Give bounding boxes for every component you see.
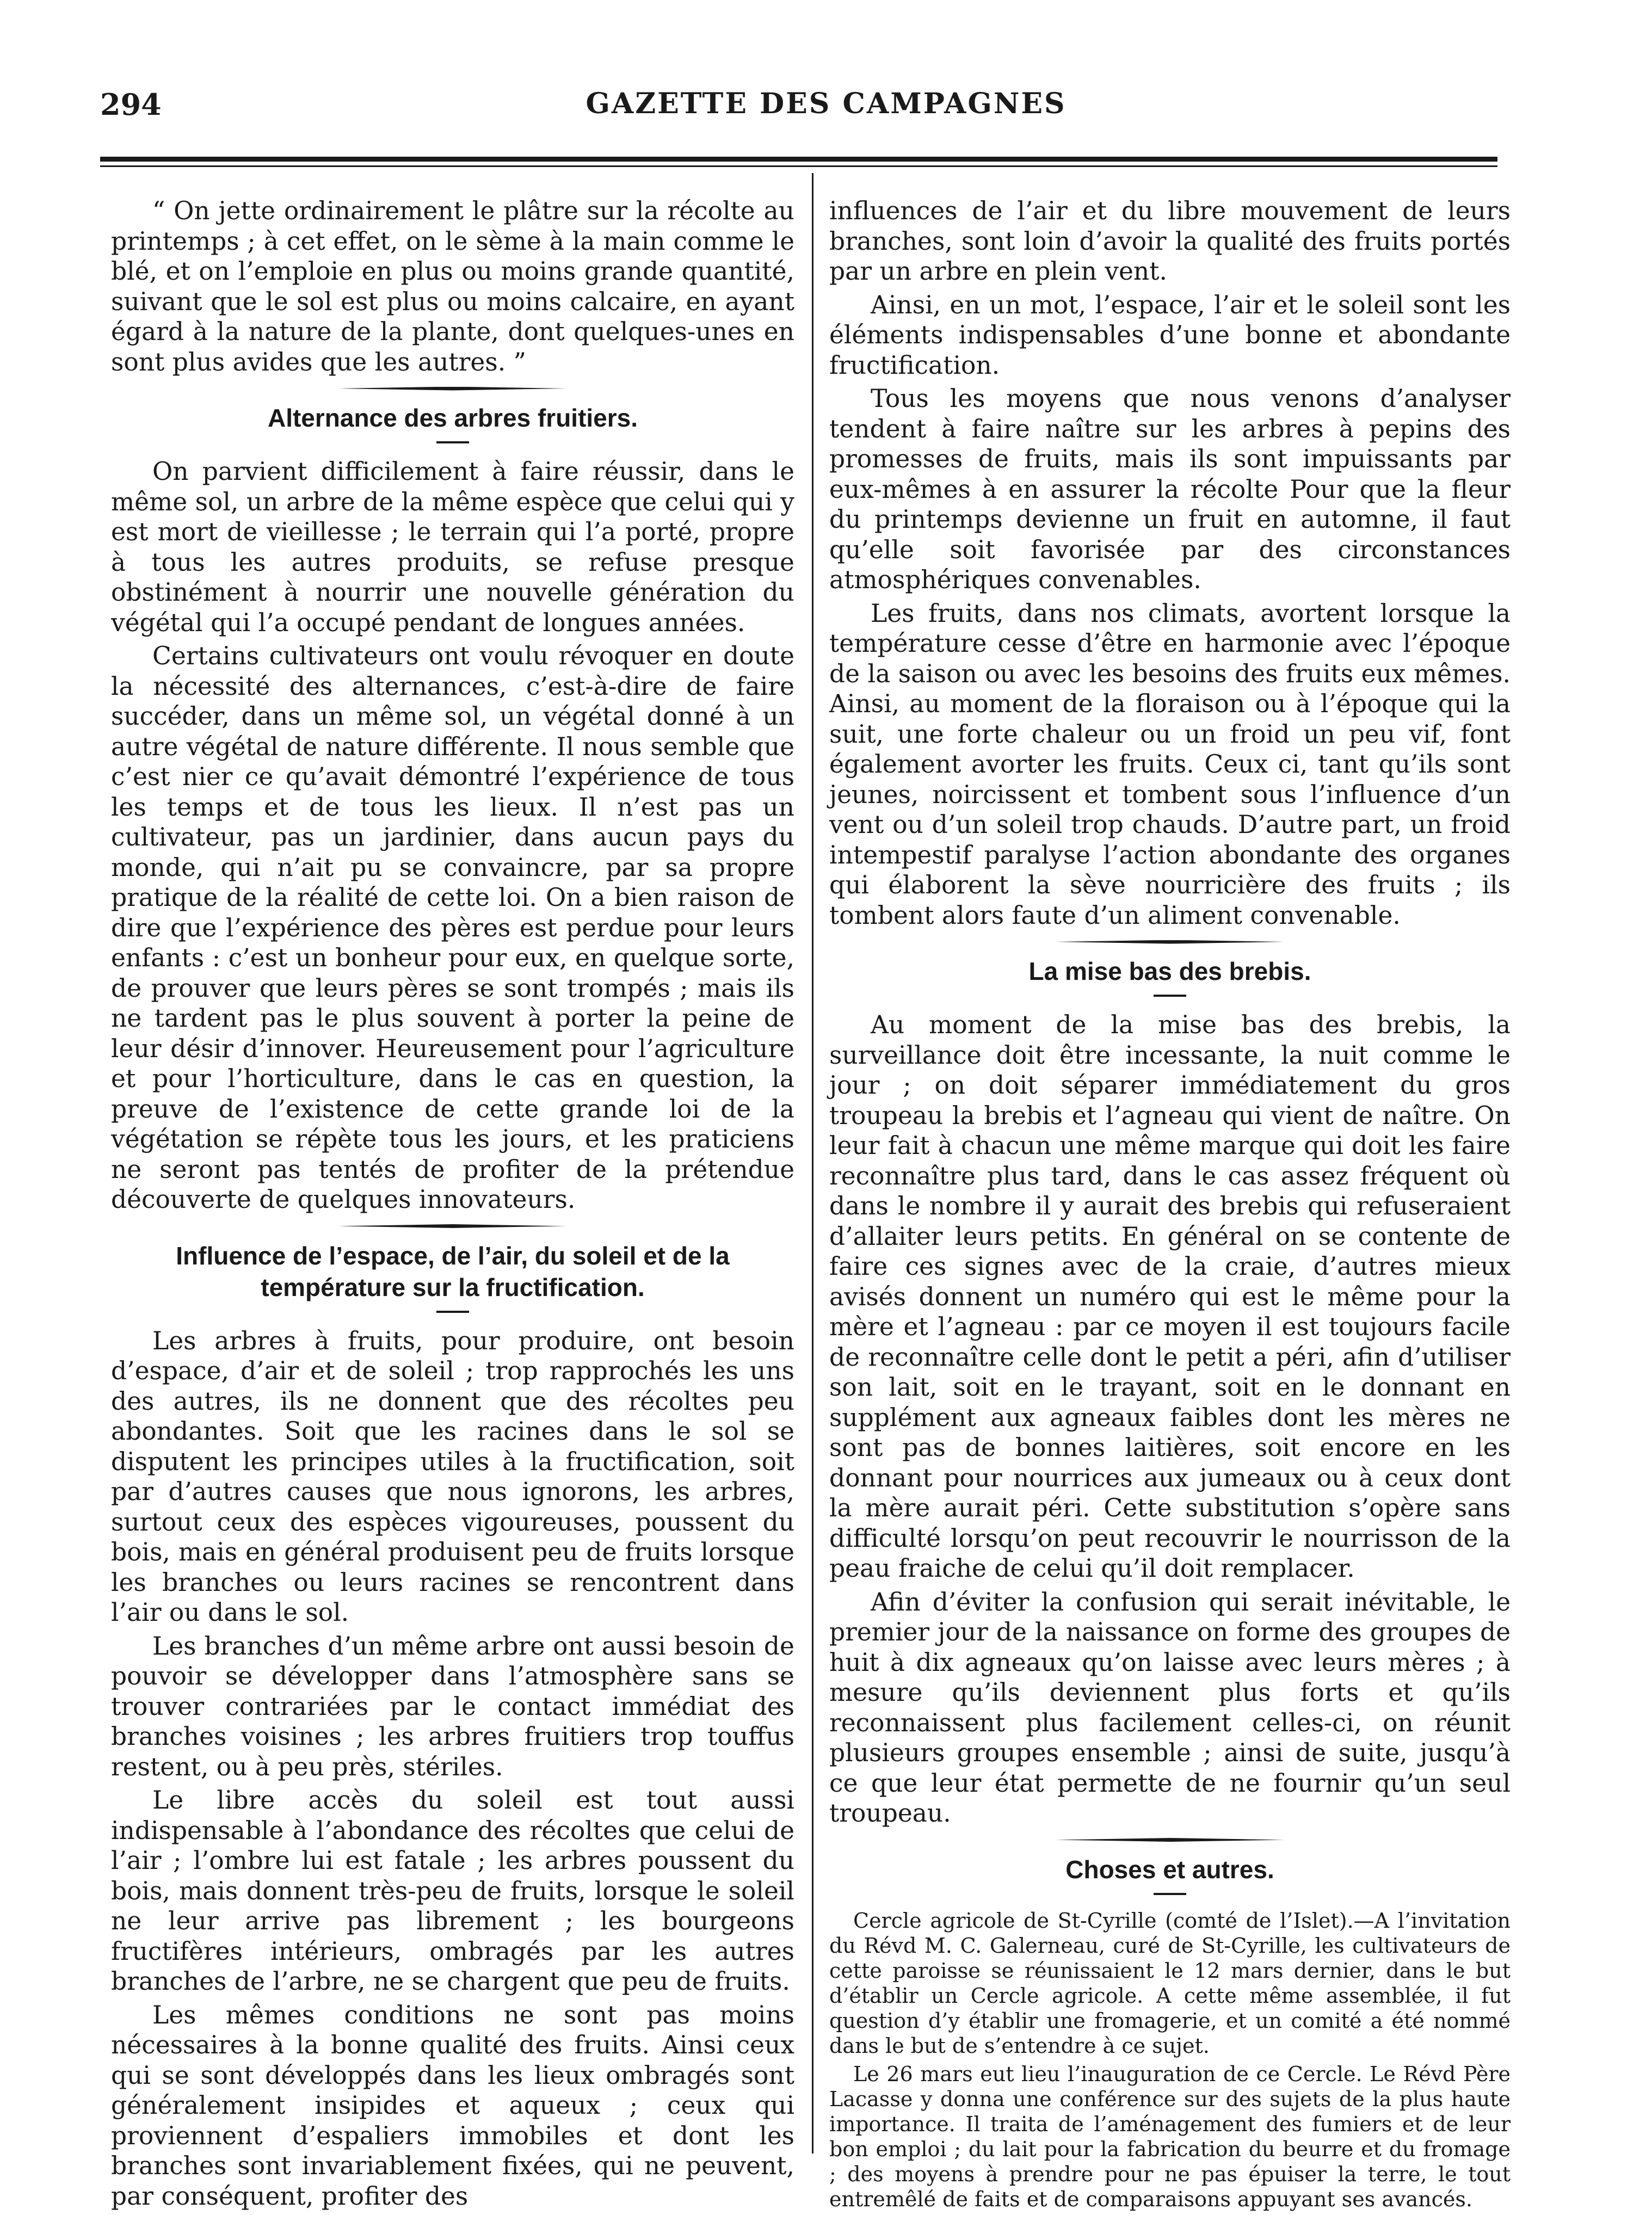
paragraph: Les branches d’un même arbre ont aussi besoin de pouvoir se développer dans l’atmosphère sans se trouver contrariées par le contact immédiat des branches voisines ; les arbres fruitiers trop touffus restent, ou à peu près, stériles. — [111, 1631, 794, 1781]
section-heading: La mise bas des brebis. — [1028, 957, 1311, 985]
paragraph: Au moment de la mise bas des brebis, la surveillance doit être incessante, la nuit comme le jour ; on doit séparer immédiatement du gros troupeau la brebis et l’agneau qui vient de naître. On leur fait à chacun une même marque qui doit les faire reconnaître plus tard, dans le cas assez fréquent où dans le nombre il y aurait des brebis qui refuseraient d’allaiter leurs petits. En général on se contente de faire ces signes avec de la craie, d’autres mieux avisés donnent un numéro qui est le même pour la mère et l’agneau : par ce moyen il est toujours facile de reconnaître celle dont le petit a péri, afin d’utiliser son lait, soit en le trayant, soit en le donnant en supplément aux agneaux faibles dont les mères ne sont pas de bonnes laitières, soit encore en les donnant pour nourrices aux jumeaux ou à ceux dont la mère aurait péri. Cette substitution s’opère sans difficulté lorsqu’on peut recouvrir le nourrisson de la peau fraiche de celui qu’il doit remplacer. — [829, 1010, 1511, 1583]
paragraph: Ainsi, en un mot, l’espace, l’air et le soleil sont les éléments indispensables d’une bonne et abondante fructification. — [829, 290, 1511, 380]
section-heading: Influence de l’espace, de l’air, du soleil et de la température sur la fructification. — [176, 1241, 730, 1301]
section-ornament — [111, 1218, 794, 1235]
paragraph: Les mêmes conditions ne sont pas moins nécessaires à la bonne qualité des fruits. Ainsi ceux qui se sont développés dans les lieux ombragés sont généralement insipides et aqueux ; ceux qui proviennent d’espaliers immobiles et dont les branches sont invariablement fixées, qui ne peuvent, par conséquent, profiter des — [111, 2000, 794, 2211]
paragraph: On parvient difficilement à faire réussir, dans le même sol, un arbre de la même espèce que celui qui y est mort de vieillesse ; le terrain qui l’a porté, propre à tous les autres produits, se refuse presque obstinément à nourrir une nouvelle génération du végétal qui l’a occupé pendant de longues années. — [111, 457, 794, 637]
heading-dash — [1154, 1893, 1186, 1895]
column-divider — [812, 173, 813, 2154]
header-rule — [100, 157, 1497, 162]
page-number: 294 — [100, 87, 162, 122]
header-rule-thin — [100, 165, 1497, 167]
news-paragraph: Le 26 mars eut lieu l’inauguration de ce Cercle. Le Révd Père Lacasse y donna une conférence sur des sujets de la plus haute importance. Il traita de l’aménagement des fumiers et de leur bon emploi ; du lait pour la fabrication du beurre et du fromage ; des moyens à prendre pour ne pas épuiser la terre, le tout entremêlé de faits et de comparaisons appuyant ses avancés. — [829, 2062, 1511, 2211]
paragraph: Les arbres à fruits, pour produire, ont besoin d’espace, d’air et de soleil ; trop rapprochés les uns des autres, ils ne donnent que des récoltes peu abondantes. Soit que les racines dans le sol se disputent les principes utiles à la fructification, soit par d’autres causes que nous ignorons, les arbres, surtout ceux des espèces vigoureuses, poussent du bois, mais en général produisent peu de fruits lorsque les branches ou leurs racines se rencontrent dans l’air ou dans le sol. — [111, 1326, 794, 1627]
page-title: GAZETTE DES CAMPAGNES — [585, 87, 1067, 120]
news-paragraph: Cercle agricole de St-Cyrille (comté de l’Islet).—A l’invitation du Révd M. C. Galerneau, curé de St-Cyrille, les cultivateurs de cette paroisse se réunissaient le 12 mars dernier, dans le but d’établir un Cercle agricole. A cette même assemblée, il fut question d’y établir une fromagerie, et un comité a été nommé dans le but de s’entendre à ce sujet. — [829, 1908, 1511, 2058]
heading-dash — [436, 1311, 469, 1313]
heading-dash — [436, 441, 469, 443]
paragraph: Certains cultivateurs ont voulu révoquer en doute la nécessité des alternances, c’est-à-dire de faire succéder, dans un même sol, un végétal donné à un autre végétal de nature différente. Il nous semble que c’est nier ce qu’avait démontré l’expérience de tous les temps et de tous les lieux. Il n’est pas un cultivateur, pas un jardinier, dans aucun pays du monde, qui n’ait pu se convaincre, par sa propre pratique de la réalité de cette loi. On a bien raison de dire que l’expérience des pères est perdue pour leurs enfants : c’est un bonheur pour eux, en quelque sorte, de prouver que leurs pères se sont trompés ; mais ils ne tardent pas le plus souvent à porter la peine de leur désir d’innover. Heureusement pour l’agriculture et pour l’horticulture, dans le cas en question, la preuve de l’existence de cette grande loi de la végétation se répète tous les jours, et les praticiens ne seront pas tentés de profiter de la prétendue découverte de quelques innovateurs. — [111, 641, 794, 1214]
section-ornament — [829, 1832, 1511, 1848]
heading-dash — [1154, 995, 1186, 997]
left-column — [111, 196, 794, 2214]
section-ornament — [829, 934, 1511, 950]
quote-paragraph: “ On jette ordinairement le plâtre sur la récolte au printemps ; à cet effet, on le sème à la main comme le blé, et on l’emploie en plus ou moins grande quantité, suivant que le sol est plus ou moins calcaire, en ayant égard à la nature de la plante, dont quelques-unes en sont plus avides que les autres. ” — [111, 196, 794, 377]
right-column — [829, 196, 1511, 2215]
paragraph: Tous les moyens que nous venons d’analyser tendent à faire naître sur les arbres à pepins des promesses de fruits, mais ils sont impuissants par eux-mêmes à en assurer la récolte Pour que la fleur du printemps devienne un fruit en automne, il faut qu’elle soit favorisée par des circonstances atmosphériques convenables. — [829, 384, 1511, 594]
paragraph: Le libre accès du soleil est tout aussi indispensable à l’abondance des récoltes que celui de l’air ; l’ombre lui est fatale ; les arbres poussent du bois, mais donnent très-peu de fruits, lorsque le soleil ne leur arrive pas librement ; les bourgeons fructifères intérieurs, ombragés par les autres branches de l’arbre, ne se chargent que peu de fruits. — [111, 1786, 794, 1996]
section-heading: Alternance des arbres fruitiers. — [267, 404, 638, 432]
paragraph: Afin d’éviter la confusion qui serait inévitable, le premier jour de la naissance on forme des groupes de huit à dix agneaux qu’on laisse avec leurs mères ; à mesure qu’ils deviennent plus forts et qu’ils reconnaissent plus facilement celles-ci, on réunit plusieurs groupes ensemble ; ainsi de suite, jusqu’à ce que leur état permette de ne fournir qu’un seul troupeau. — [829, 1587, 1511, 1828]
section-heading: Choses et autres. — [1065, 1855, 1274, 1884]
paragraph: Les fruits, dans nos climats, avortent lorsque la température cesse d’être en harmonie avec l’époque de la saison ou avec les besoins des fruits eux mêmes. Ainsi, au moment de la floraison ou à l’époque qui la suit, une forte chaleur ou un froid un peu vif, font également avorter les fruits. Ceux ci, tant qu’ils sont jeunes, noircissent et tombent sous l’influence d’un vent ou d’un soleil trop chauds. D’autre part, un froid intempestif paralyse l’action abondante des organes qui élaborent la sève nourricière des fruits ; ils tombent alors faute d’un aliment convenable. — [829, 599, 1511, 930]
section-ornament — [111, 380, 794, 397]
paragraph: influences de l’air et du libre mouvement de leurs branches, sont loin d’avoir la qualité des fruits portés par un arbre en plein vent. — [829, 196, 1511, 286]
